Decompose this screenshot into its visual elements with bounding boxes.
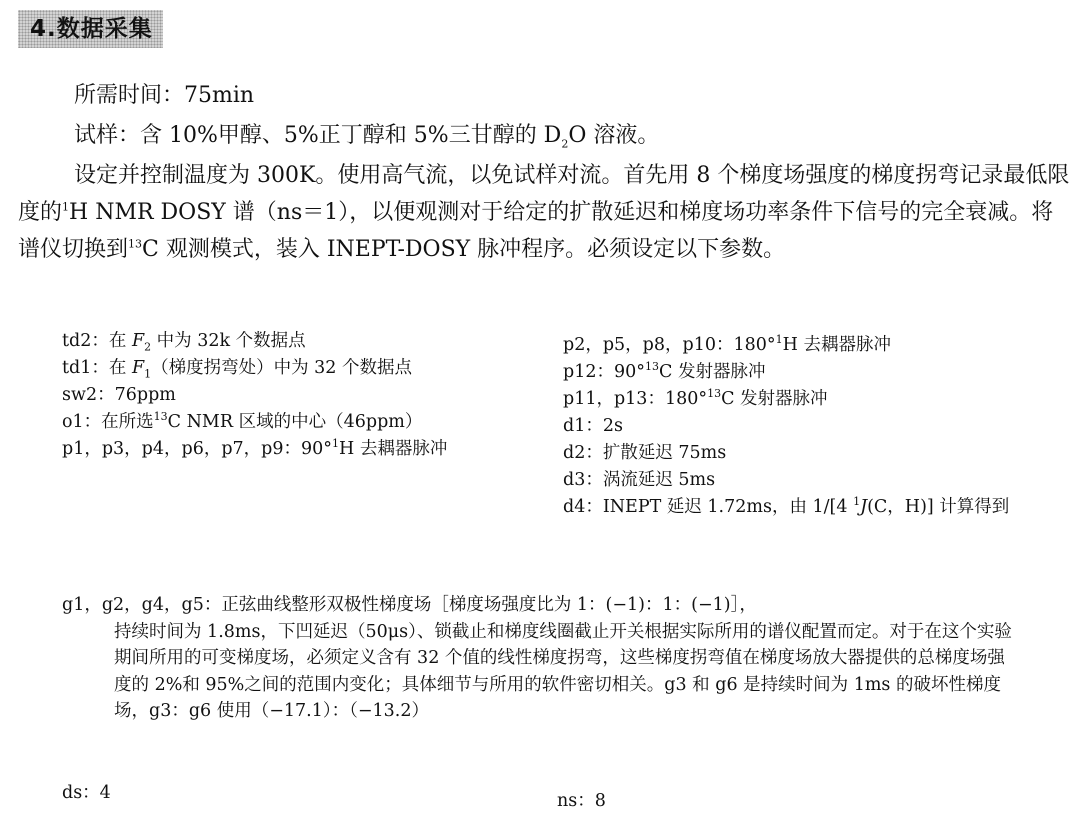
param-p180-h-label: p2，p5，p8，p10：180° — [563, 335, 776, 355]
param-p12-value: C 发射器脉冲 — [659, 362, 766, 382]
sample-description — [18, 117, 1073, 154]
procedure-paragraph — [18, 157, 1073, 268]
param-d4-var: J — [860, 497, 868, 517]
procedure-text-3: C 观测模式，装入 INEPT-DOSY 脉冲程序。必须设定以下参数。 — [142, 237, 786, 262]
param-p90-h-value: H 去耦器脉冲 — [339, 439, 448, 459]
param-d3-text: d3：涡流延迟 5ms — [563, 470, 716, 490]
left-parameter-column — [62, 328, 517, 463]
sample-subscript: 2 — [561, 137, 569, 151]
param-td1-sub: 1 — [144, 367, 152, 381]
procedure-sup-2: 13 — [128, 237, 143, 251]
param-p12-label: p12：90° — [563, 362, 645, 382]
param-p12-sup: 13 — [645, 360, 659, 374]
param-p90-h — [62, 436, 517, 463]
gradient-parameters — [62, 592, 1022, 725]
param-ds-text: ds：4 — [62, 783, 111, 803]
time-required-text: 所需时间：75min — [74, 83, 255, 108]
param-td2-label: td2：在 — [62, 331, 132, 351]
param-p11-label: p11，p13：180° — [563, 389, 708, 409]
param-o1-label: o1：在所选 — [62, 412, 154, 432]
param-td2-sub: 2 — [144, 340, 152, 354]
param-o1-value: C NMR 区域的中心（46ppm） — [167, 412, 423, 432]
param-d4-label: d4：INEPT 延迟 1.72ms，由 1/[4 — [563, 497, 854, 517]
section-heading — [18, 10, 163, 48]
param-ns-text: ns：8 — [557, 791, 606, 811]
procedure-text-2: H NMR DOSY 谱（ns＝1），以便观测对于给定的扩散延迟和梯度场功率条件下信号的完全衰减。将谱仪切换到 — [18, 200, 1054, 262]
param-p12 — [563, 359, 1033, 386]
procedure-text-1: 设定并控制温度为 300K。使用高气流，以免试样对流。首先用 8 个梯度场强度的梯度拐弯记录最低限度的 — [18, 163, 1070, 225]
param-d4-value: (C，H)] 计算得到 — [867, 497, 1010, 517]
param-o1-sup: 13 — [153, 410, 168, 424]
section-heading-text: 4.数据采集 — [30, 16, 153, 42]
param-td1-value: （梯度拐弯处）中为 32 个数据点 — [151, 358, 412, 378]
gradient-description: 持续时间为 1.8ms，下凹延迟（50μs）、锁截止和梯度线圈截止开关根据实际所用的谱仪配置而定。对于在这个实验期间所用的可变梯度场，必须定义含有 32 个值的线性梯度拐弯，这些梯度拐弯值在梯度场放大器提供的总梯度场强度的 2%和 95%之间的范围内变化；具体细节与所用的软件密切相关。g3 和 g6 是持续时间为 1ms 的破坏性梯度场，g3：g6 使用（−17.1）：（−13.2） — [114, 621, 1012, 721]
param-td2-value: 中为 32k 个数据点 — [151, 331, 306, 351]
param-d4-sup: 1 — [853, 495, 861, 509]
param-sw2-text: sw2：76ppm — [62, 385, 176, 405]
procedure-sup-1: 1 — [62, 200, 70, 214]
sample-text-end: O 溶液。 — [568, 123, 660, 148]
param-ds — [62, 779, 111, 804]
param-p90-h-label: p1，p3，p4，p6，p7，p9：90° — [62, 439, 333, 459]
param-td1 — [62, 355, 517, 382]
gradient-line-1: g1，g2，g4，g5：正弦曲线整形双极性梯度场［梯度场强度比为 1：(−1)：1：(−1)］， — [62, 595, 757, 615]
param-p11-value: C 发射器脉冲 — [721, 389, 828, 409]
param-d1 — [563, 413, 1033, 440]
time-required — [18, 77, 1073, 114]
param-p180-h-value: H 去耦器脉冲 — [782, 335, 891, 355]
param-d2-text: d2：扩散延迟 75ms — [563, 443, 727, 463]
param-d3 — [563, 467, 1033, 494]
param-d4 — [563, 494, 1033, 521]
param-p90-h-sup: 1 — [332, 437, 340, 451]
param-o1 — [62, 409, 517, 436]
param-ns — [557, 787, 606, 812]
param-td1-var: F — [131, 358, 145, 378]
right-parameter-column — [563, 332, 1033, 521]
sample-text: 试样：含 10%甲醇、5%正丁醇和 5%三甘醇的 D — [74, 123, 562, 148]
param-p180-h-sup: 1 — [775, 333, 783, 347]
param-td1-label: td1：在 — [62, 358, 132, 378]
param-p180-h — [563, 332, 1033, 359]
param-td2 — [62, 328, 517, 355]
param-d1-text: d1：2s — [563, 416, 623, 436]
param-d2 — [563, 440, 1033, 467]
param-sw2 — [62, 382, 517, 409]
param-td2-var: F — [131, 331, 145, 351]
param-p11-sup: 13 — [707, 387, 722, 401]
param-p11 — [563, 386, 1033, 413]
